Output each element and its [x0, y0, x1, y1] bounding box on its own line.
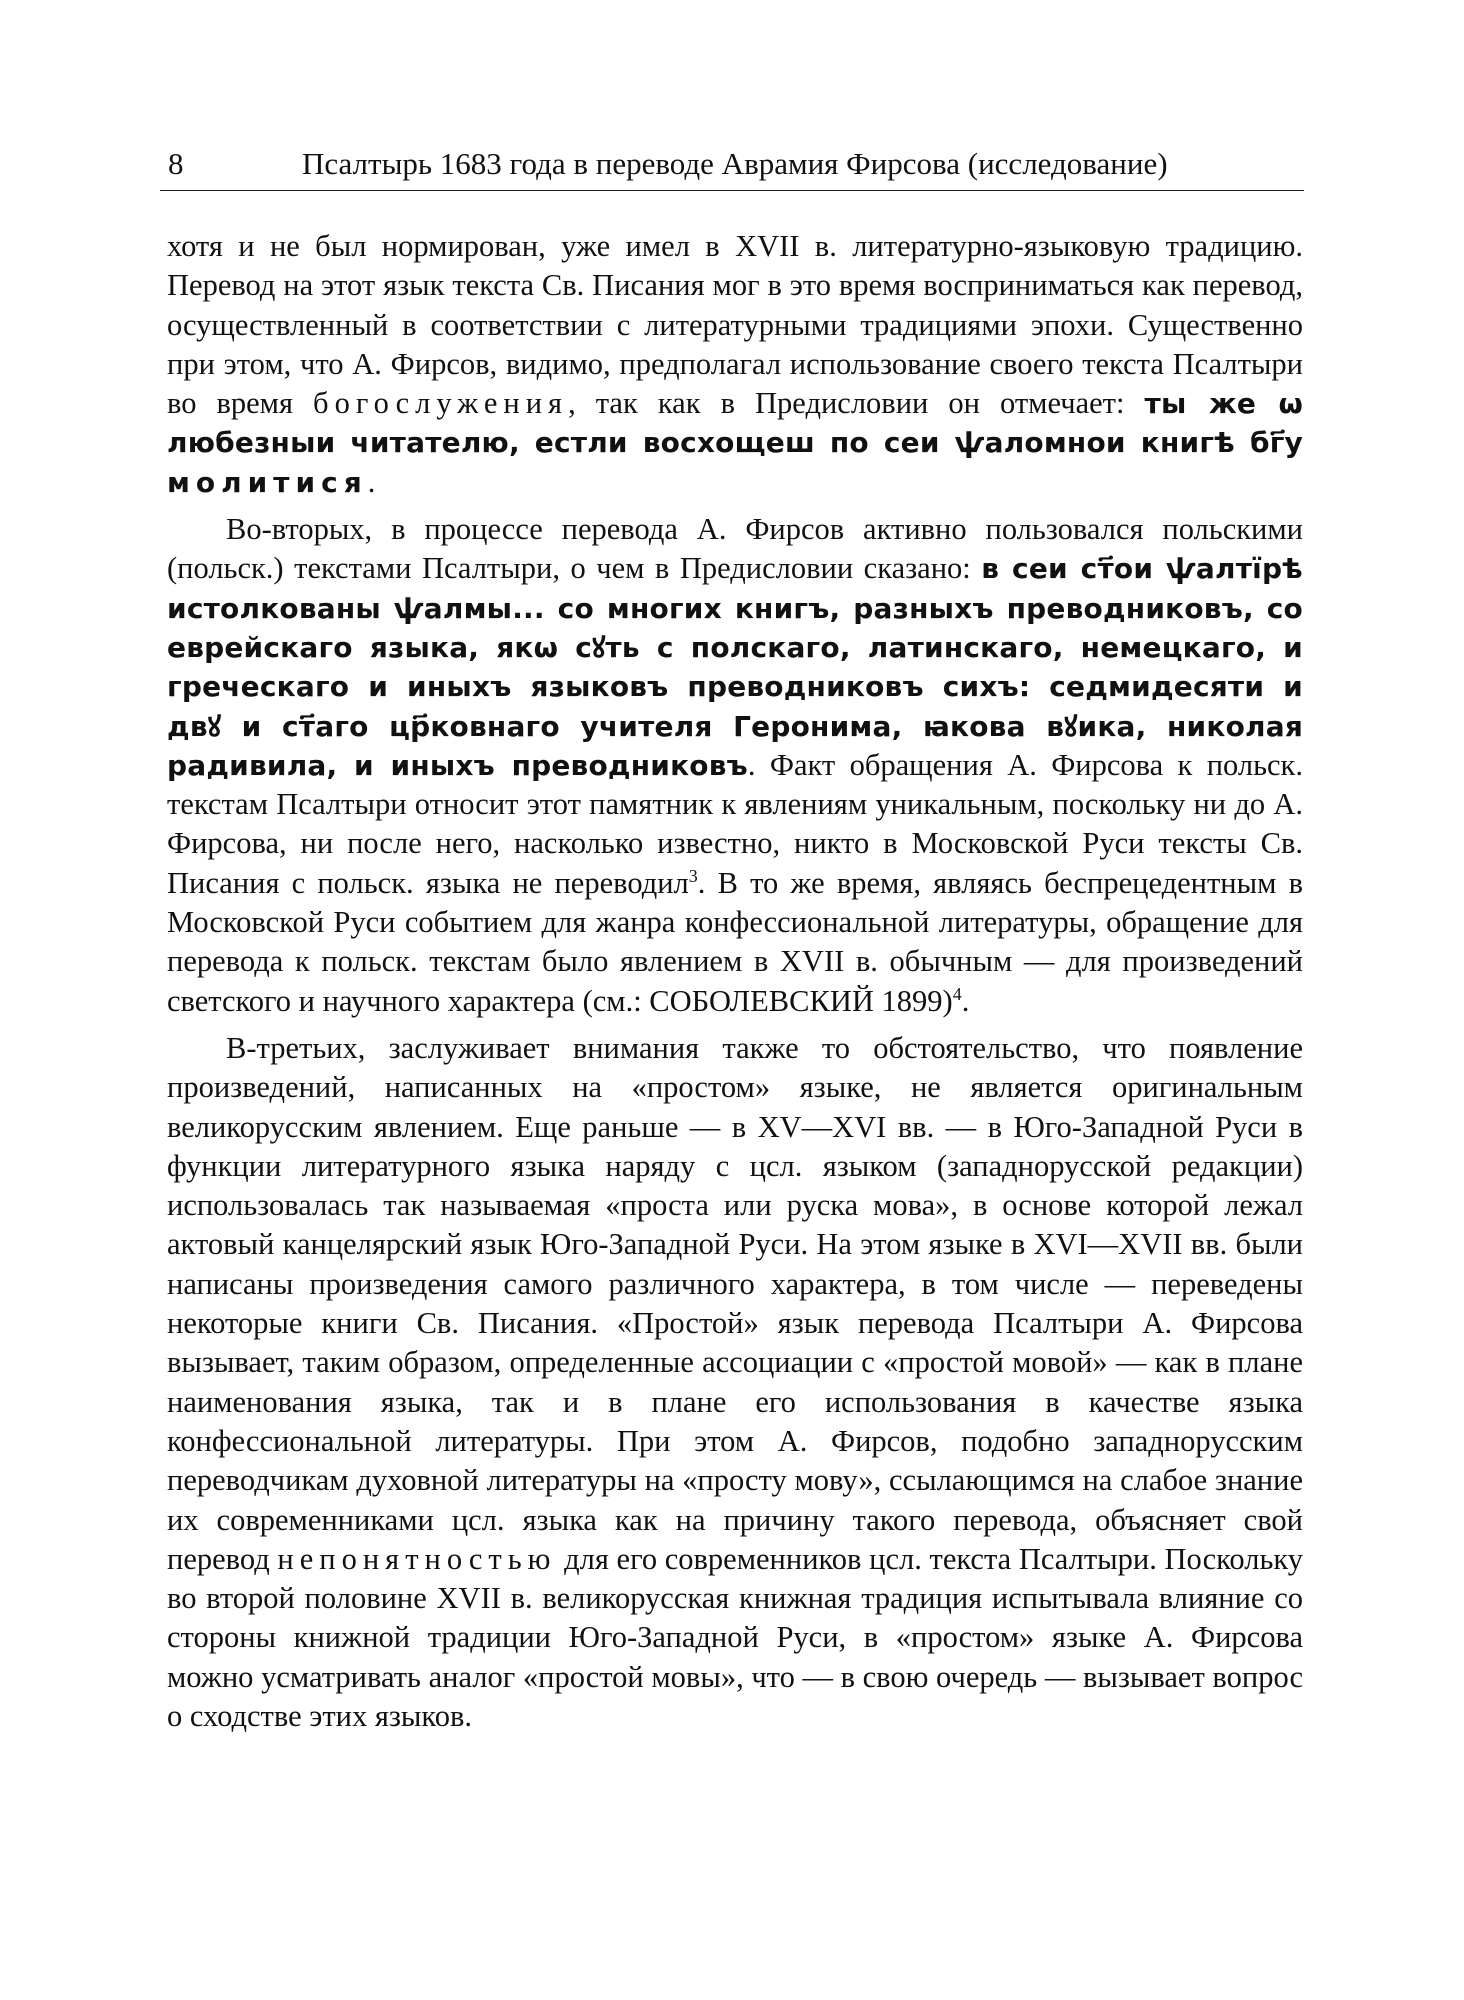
spaced-emphasis: богослужения [313, 386, 569, 421]
church-slavonic-quote: ты же ѡ любезныи читателю, естли восхощеш по сеи ѱаломнои книгѣ бг҃у [167, 387, 1303, 460]
paragraph-2 [167, 510, 1303, 1021]
footnote-ref: 4 [952, 983, 962, 1004]
text-run: В-третьих, заслуживает внимания также то обстоятельство, что появление произведений, написанных на «простом» языке, не является оригинальным великорусским явлением. Еще раньше — в XV—XVI вв. — в Юго-Западной Руси в функции литературного языка наряду с цсл. языком (западнорусской редакции) использовалась так называемая «проста или руска мова», в основе которой лежал актовый канцелярский язык Юго-Западной Руси. На этом языке в XVI—XVII вв. были написаны произведения самого различного характера, в том числе — переведены некоторые книги Св. Писания. «Простой» язык перевода Псалтыри А. Фирсова вызывает, таким образом, определенные ассоциации с «простой мовой» — как в плане наименования языка, так и в плане его использования в качестве языка конфессиональной литературы. При этом А. Фирсов, подобно западнорусским переводчикам духовной литературы на «просту мову», ссылающимся на слабое знание их современниками цсл. языка как на причину такого перевода, объясняет свой перевод [167, 1030, 1303, 1576]
church-slavonic-quote: в сеи ст҃ои ѱалтїрѣ истолкованы ѱалмы... со многих книгъ, разныхъ преводниковъ, со еврейскаго языка, якѡ сꙋть с полскаго, латинскаго, немецкаго, и греческаго и иныхъ языковъ преводниковъ сихъ: седмидесяти и двꙋ и ст҃аго цр҃ковнаго учителя Геронима, ꙗкова вꙋика, николая радивила, и иныхъ преводниковъ [167, 552, 1303, 782]
text-run: . Факт обращения А. Фирсова к польск. текстам Псалтыри относит этот памятник к явлениям уникальным, поскольку ни до А. Фирсова, ни после него, насколько известно, никто в Московской Руси тексты Св. Писания с польск. языка не переводил [167, 747, 1303, 900]
text-run: , так как в Предисловии он отмечает: [568, 386, 1145, 421]
main-text [167, 227, 1303, 1736]
text-run: для его современников цсл. текста Псалтыри. Поскольку во второй половине XVII в. великорусская книжная традиция испытывала влияние со стороны книжной традиции Юго-Западной Руси, в «простом» языке А. Фирсова можно усматривать аналог «простой мовы», что — в свою очередь — вызывает вопрос о сходстве этих языков. [167, 1541, 1303, 1733]
text-run: Во-вторых, в процессе перевода А. Фирсов активно пользовался польскими (польск.) текстами Псалтыри, о чем в Предисловии сказано: [167, 512, 1303, 586]
church-slavonic-spaced: молитися [167, 465, 368, 499]
spaced-emphasis: непонятностью [277, 1541, 557, 1576]
text-run: . В то же время, являясь беспрецедентным в Московской Руси событием для жанра конфессиональной литературы, обращение для перевода к польск. текстам было явлением в XVII в. обычным — для произведений светского и научного характера (см.: СОБОЛЕВСКИЙ 1899) [167, 865, 1303, 1018]
page-number: 8 [168, 146, 184, 181]
running-title: Псалтырь 1683 года в переводе Аврамия Фирсова (исследование) [302, 146, 1168, 181]
running-header [160, 138, 1304, 191]
text-run: . [367, 464, 376, 499]
paragraph-1 [167, 227, 1303, 502]
text-run: . [961, 983, 970, 1018]
paragraph-3 [167, 1029, 1303, 1736]
text-run: хотя и не был нормирован, уже имел в XVII в. литературно-языковую традицию. Перевод на этот язык текста Св. Писания мог в это время восприниматься как перевод, осуществленный в соответствии с литературными традициями эпохи. Существенно при этом, что А. Фирсов, видимо, предполагал использование своего текста Псалтыри во время [167, 229, 1303, 421]
footnote-ref: 3 [688, 865, 698, 886]
